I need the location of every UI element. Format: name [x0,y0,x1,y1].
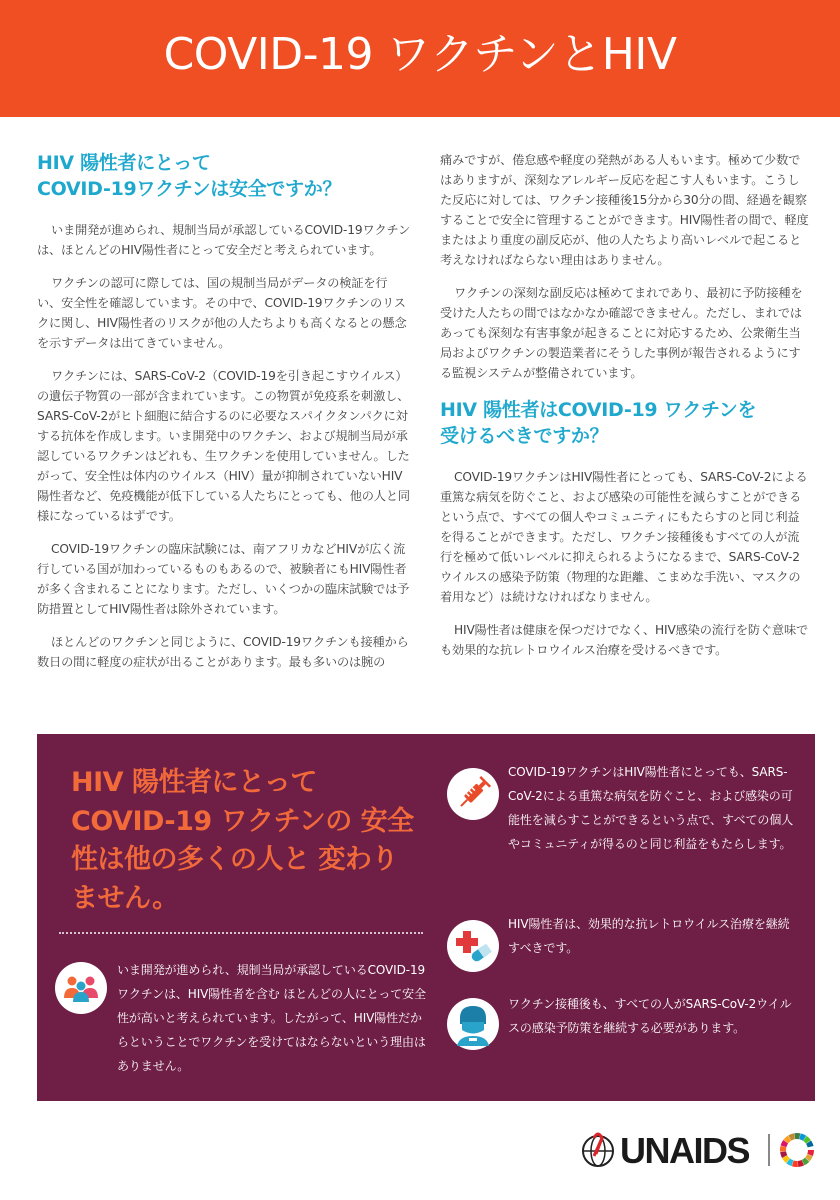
globe-ribbon-icon [580,1130,616,1170]
section-heading-should-receive [440,397,811,449]
page-title: COVID-19 ワクチンとHIV [163,29,677,80]
title-banner [0,0,840,117]
section-heading-safety [37,150,411,202]
syringe-icon [447,768,499,820]
point-prevention: ワクチン接種後も、すべての人がSARS-CoV-2ウイルスの感染予防策を継続する必要があります。 [508,997,792,1035]
section-heading-safety-line2: COVID-19ワクチンは安全ですか？ [37,178,342,200]
people-icon [55,962,107,1014]
point-vaccine-benefit: COVID-19ワクチンはHIV陽性者にとっても、SARS-CoV-2による重篤な病気を防ぐこと、および感染の可能性を減らすことができるという点で、すべての個人やコミュニティが得るのと同じ利益をもたらします。 [508,765,794,851]
right-column [440,150,811,673]
summary-panel [37,734,815,1101]
sdg-wheel-icon [779,1132,815,1168]
dotted-divider [59,932,423,934]
mask-person-icon [447,998,499,1050]
paragraph: ワクチンには、SARS-CoV-2（COVID-19を引き起こすウイルス）の遺伝子物質の一部が含まれています。この物質が免疫系を刺激し、SARS-CoV-2がヒト細胞に結合するのに必要なスパイクタンパクに対する抗体を作成します。いま開発中のワクチン、および規制当局が承認しているワクチンはどれも、生ワクチンを使用していません。したがって、安全性は体内のウイルス（HIV）量が抑制されていないHIV陽性者など、免疫機能が低下している人たちにとっても、他の人と同様になっているはずです。 [37,369,410,523]
paragraph: ワクチンの認可に際しては、国の規制当局がデータの検証を行い、安全性を確認しています。その中で、COVID-19ワクチンのリスクに関し、HIV陽性者のリスクが他の人たちよりも高くなるとの懸念を示すデータは出てきていません。 [37,276,407,350]
section-heading-safety-line1: HIV 陽性者にとって [37,152,211,174]
logo-separator [768,1134,770,1166]
paragraph: ほとんどのワクチンと同じように、COVID-19ワクチンも接種から数日の間に軽度の症状が出ることがあります。最も多いのは腕の [37,635,409,669]
paragraph: COVID-19ワクチンの臨床試験には、南アフリカなどHIVが広く流行している国が加わっているものもあるので、被験者にもHIV陽性者が多く含まれることになります。ただし、いくつかの臨床試験では予防措置としてHIV陽性者は除外されています。 [37,542,410,616]
unaids-logo [580,1130,816,1170]
panel-title: HIV 陽性者にとって COVID-19 ワクチンの 安全性は他の多くの人と 変わりません。 [71,767,414,914]
people-text: いま開発が進められ、規制当局が承認しているCOVID-19ワクチンは、HIV陽性者を含む ほとんどの人にとって安全性が高いと考えられています。したがって、HIV陽性だからということでワクチンを受けてはならないという理由はありません。 [117,963,426,1073]
point-treatment: HIV陽性者は、効果的な抗レトロウイルス治療を継続すべきです。 [508,917,790,955]
paragraph: HIV陽性者は健康を保つだけでなく、HIV感染の流行を防ぐ意味でも効果的な抗レトロウイルス治療を受けるべきです。 [440,623,809,657]
paragraph: いま開発が進められ、規制当局が承認しているCOVID-19ワクチンは、ほとんどのHIV陽性者にとって安全だと考えられています。 [37,223,410,257]
paragraph: ワクチンの深刻な副反応は極めてまれであり、最初に予防接種を受けた人たちの間ではなかなか確認できません。ただし、まれではあっても深刻な有害事象が起きることに対応するため、公衆衛生当局およびワクチンの製造業者にそうした事例が報告されるようにする監視システムが整備されています。 [440,286,803,380]
paragraph-continued: 痛みですが、倦怠感や軽度の発熱がある人もいます。極めて少数ではありますが、深刻なアレルギー反応を起こす人もいます。こうした反応に対しては、ワクチン接種後15分から30分の間、経過を観察することで安全に管理することができます。HIV陽性者の間で、軽度またはより重度の副反応が、他の人たちより高いレベルで起こると考えなければならない理由はありません。 [440,153,809,267]
paragraph: COVID-19ワクチンはHIV陽性者にとっても、SARS-CoV-2による重篤な病気を防ぐこと、および感染の可能性を減らすことができるという点で、すべての個人やコミュニティにもたらすのと同じ利益を得ることができます。ただし、ワクチン接種後もすべての人が流行を極めて低いレベルに抑えられるようになるまで、SARS-CoV-2ウイルスの感染予防策（物理的な距離、こまめな手洗い、マスクの着用など）は続けなければなりません。 [440,470,808,604]
left-column [37,150,411,685]
section-heading-should-receive-line1: HIV 陽性者はCOVID-19 ワクチンを [440,399,757,421]
section-heading-should-receive-line2: 受けるべきですか？ [440,425,609,447]
medicine-icon [447,920,499,972]
logo-text: UNAIDS [620,1130,750,1171]
